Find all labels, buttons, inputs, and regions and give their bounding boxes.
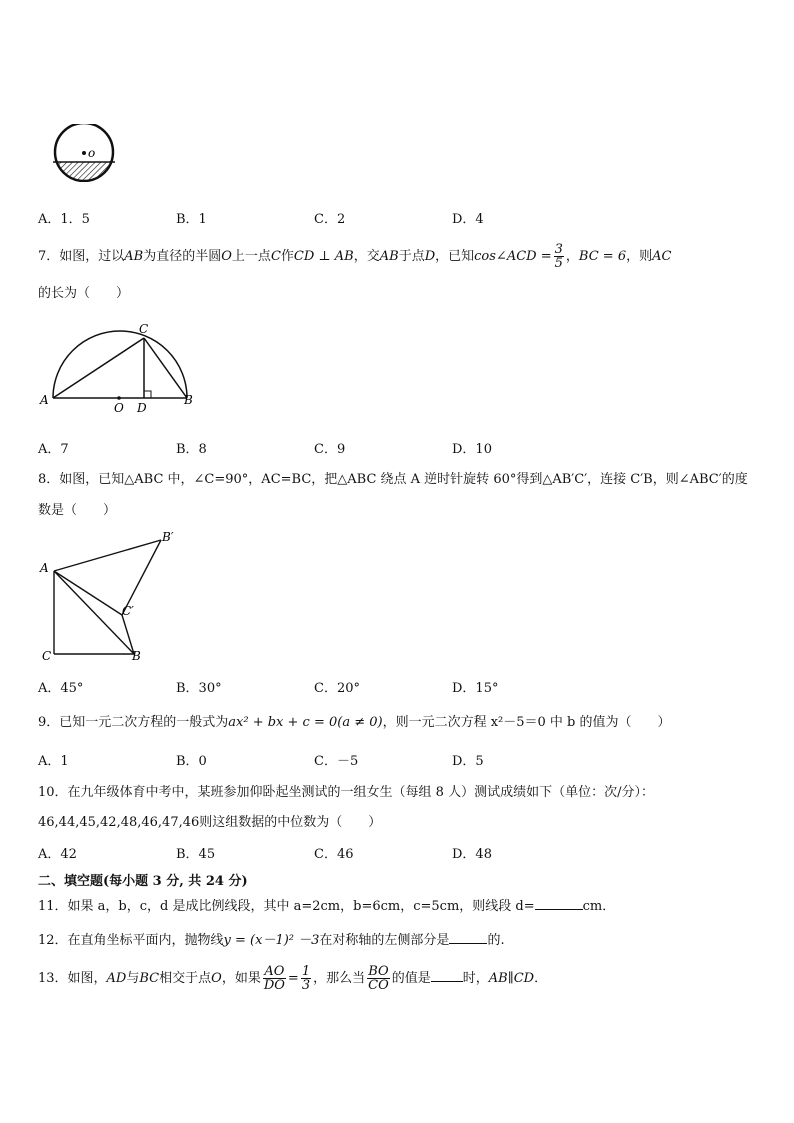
q9-option-b[interactable]: B．0	[176, 754, 207, 769]
q13-ad: AD	[106, 971, 127, 986]
q7-text: ，则	[626, 249, 653, 264]
segment-ab1	[54, 540, 161, 571]
q13-frac-den: CO	[368, 978, 389, 993]
q11-question	[38, 895, 615, 914]
q13-fraction-1-3	[301, 965, 311, 992]
q7-o: O	[221, 249, 232, 264]
label-b: B	[132, 649, 141, 663]
q7-text: ，已知	[435, 249, 475, 264]
label-a: A	[40, 393, 49, 407]
label-o: o	[88, 146, 96, 160]
q10-question-line2: 46,44,45,42,48,46,47,46则这组数据的中位数为（ ）	[38, 815, 382, 830]
q13-fraction-ao-do	[263, 965, 286, 992]
q7-question-line2: 的长为（ ）	[38, 286, 130, 301]
semicircle-arc	[53, 331, 187, 398]
q7-text: 于点	[398, 249, 425, 264]
q11-text: cm．	[582, 899, 616, 914]
q13-answer-blank[interactable]	[431, 970, 463, 982]
q7-text: ，交	[353, 249, 380, 264]
q7-ab: AB	[124, 249, 144, 264]
q8-question-line2: 数是（ ）	[38, 503, 117, 518]
q12-text: 在对称轴的左侧部分是	[319, 933, 450, 948]
q9-option-c[interactable]: C．－5	[314, 754, 359, 769]
q13-text: 13．如图，	[38, 971, 107, 986]
q7-ac: AC	[652, 249, 672, 264]
q7-option-d[interactable]: D．10	[452, 442, 492, 457]
q6-option-a[interactable]: A．1．5	[38, 212, 90, 227]
q12-text: 12．在直角坐标平面内，抛物线	[38, 933, 224, 948]
q7-bc: BC = 6	[578, 249, 627, 264]
q7-frac-num: 3	[554, 242, 563, 257]
q7-cos: cos∠ACD =	[474, 249, 552, 264]
q7-option-c[interactable]: C．9	[314, 442, 346, 457]
q7-figure	[36, 320, 202, 418]
center-point	[117, 396, 121, 400]
q9-text: 9．已知一元二次方程的一般式为	[38, 715, 229, 730]
q13-frac-den: DO	[263, 978, 285, 993]
q6-option-c[interactable]: C．2	[314, 212, 346, 227]
q13-text: ．	[534, 971, 548, 986]
label-o: O	[114, 401, 124, 415]
q10-option-d[interactable]: D．48	[452, 847, 492, 862]
q9-option-a[interactable]: A．1	[38, 754, 69, 769]
q13-text: 的值是	[391, 971, 431, 986]
q7-text: 为直径的半圆	[143, 249, 222, 264]
q7-text: 作	[280, 249, 294, 264]
q6-option-b[interactable]: B．1	[176, 212, 207, 227]
section-heading: 二、填空题(每小题 3 分, 共 24 分)	[38, 874, 248, 889]
segment-ac1	[54, 571, 122, 615]
segment-ac	[53, 338, 144, 398]
q6-figure	[48, 124, 124, 182]
q9-question	[38, 711, 671, 730]
q7-text: ，	[565, 249, 579, 264]
q12-text: 的.	[487, 933, 505, 948]
q7-text: 上一点	[231, 249, 271, 264]
q10-option-a[interactable]: A．42	[38, 847, 77, 862]
q7-c: C	[270, 249, 281, 264]
label-c: C	[42, 649, 52, 663]
q9-text: ，则一元二次方程 x²－5＝0 中 b 的值为（ ）	[382, 715, 671, 730]
q13-frac-num: AO	[264, 964, 285, 979]
q13-fraction-bo-co	[367, 965, 390, 992]
q9-option-d[interactable]: D．5	[452, 754, 484, 769]
q13-text: 时，	[462, 971, 489, 986]
q13-text: 与	[126, 971, 140, 986]
q12-answer-blank[interactable]	[449, 932, 487, 944]
q9-formula: ax² + bx + c = 0(a ≠ 0)	[228, 715, 383, 730]
q7-fraction	[554, 243, 564, 270]
q7-text: 7．如图，过以	[38, 249, 125, 264]
q13-text: ，如果	[221, 971, 261, 986]
q13-question	[38, 965, 547, 992]
q7-ab: AB	[379, 249, 399, 264]
label-c1: C′	[122, 604, 134, 618]
label-b: B	[184, 393, 193, 407]
q8-option-d[interactable]: D．15°	[452, 681, 499, 696]
q10-option-c[interactable]: C．46	[314, 847, 354, 862]
label-b1: B′	[162, 530, 174, 544]
q13-o: O	[211, 971, 222, 986]
q13-frac-num: BO	[368, 964, 389, 979]
q7-frac-den: 5	[554, 256, 563, 271]
q10-option-b[interactable]: B．45	[176, 847, 216, 862]
q12-question	[38, 929, 505, 948]
q13-text: 相交于点	[159, 971, 212, 986]
label-d: D	[137, 401, 147, 415]
label-a: A	[40, 561, 49, 575]
q11-answer-blank[interactable]	[535, 898, 583, 910]
q13-text: ，那么当	[313, 971, 366, 986]
q8-option-a[interactable]: A．45°	[38, 681, 84, 696]
q8-option-c[interactable]: C．20°	[314, 681, 360, 696]
q12-formula: y = (x－1)² －3	[223, 933, 320, 948]
q10-question: 10．在九年级体育中考中，某班参加仰卧起坐测试的一组女生（每组 8 人）测试成绩如下（单位：次/分）：	[38, 785, 654, 800]
q13-frac-den: 3	[301, 978, 311, 993]
q7-perp: CD ⊥ AB	[293, 249, 354, 264]
q8-option-b[interactable]: B．30°	[176, 681, 222, 696]
q13-equals: =	[287, 971, 299, 986]
label-c: C	[139, 322, 149, 336]
q13-frac-num: 1	[301, 964, 311, 979]
right-angle-mark	[144, 391, 151, 398]
q8-figure	[36, 527, 186, 667]
q7-option-a[interactable]: A．7	[38, 442, 69, 457]
q13-bc: BC	[139, 971, 160, 986]
q7-option-b[interactable]: B．8	[176, 442, 207, 457]
q11-text: 11．如果 a，b，c，d 是成比例线段，其中 a=2cm，b=6cm，c=5cm，则线段 d=	[38, 899, 535, 914]
q6-option-d[interactable]: D．4	[452, 212, 484, 227]
q13-ab-parallel-cd: AB∥CD	[488, 971, 535, 986]
q7-question	[38, 243, 671, 270]
q7-d: D	[424, 249, 436, 264]
center-dot	[82, 151, 86, 155]
q8-question: 8．如图，已知△ABC 中，∠C=90°，AC=BC，把△ABC 绕点 A 逆时针旋转 60°得到△AB′C′，连接 C′B，则∠ABC′的度	[38, 472, 748, 487]
